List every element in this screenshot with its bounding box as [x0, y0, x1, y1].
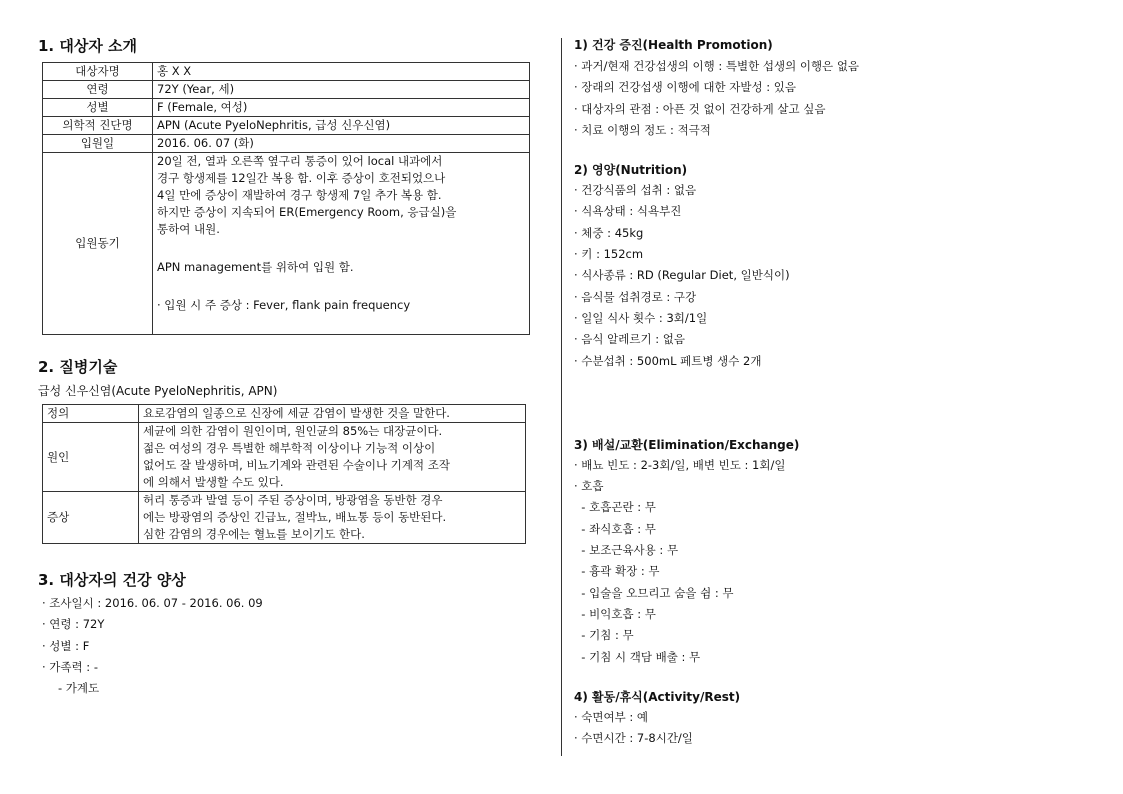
value-age: 72Y (Year, 세) — [153, 81, 530, 99]
health-promotion-list — [574, 56, 1094, 141]
motive-blank — [157, 276, 525, 297]
list-item: · 수분섭취 : 500mL 페트병 생수 2개 — [574, 353, 762, 368]
section-2-title: 2. 질병기술 — [38, 358, 118, 376]
list-item: · 건강식품의 섭취 : 없음 — [574, 183, 697, 198]
table-row — [43, 117, 530, 135]
health-promotion-title: 1) 건강 증진(Health Promotion) — [574, 38, 773, 52]
activity-rest-title: 4) 활동/휴식(Activity/Rest) — [574, 689, 741, 704]
activity-rest-list — [574, 707, 1094, 750]
table-row — [43, 492, 526, 544]
nutrition-list — [574, 180, 1094, 372]
list-item: - 흉곽 확장 : 무 — [574, 564, 660, 579]
list-item: · 가족력 : - — [42, 659, 98, 674]
symptom-line: 에는 방광염의 증상인 긴급뇨, 절박뇨, 배뇨통 등이 동반된다. — [143, 510, 447, 524]
table-row — [43, 153, 530, 335]
list-item: · 과거/현재 건강섭생의 이행 : 특별한 섭생의 이행은 없음 — [574, 59, 860, 73]
list-item: · 조사일시 : 2016. 06. 07 - 2016. 06. 09 — [42, 596, 263, 610]
column-divider — [561, 38, 562, 756]
value-cause — [139, 423, 526, 492]
list-item: · 숙면여부 : 예 — [574, 709, 649, 724]
list-item: · 대상자의 관점 : 아픈 것 없이 건강하게 살고 싶음 — [574, 101, 826, 116]
list-item: - 좌식호흡 : 무 — [574, 521, 656, 536]
motive-line: 경구 항생제를 12일간 복용 함. 이후 증상이 호전되었으나 — [157, 171, 446, 185]
label-diagnosis: 의학적 진단명 — [43, 117, 153, 135]
table-row — [43, 99, 530, 117]
list-item: · 키 : 152cm — [574, 247, 644, 262]
motive-line: 하지만 증상이 지속되어 ER(Emergency Room, 응급실)을 — [157, 205, 457, 219]
list-item: · 음식 알레르기 : 없음 — [574, 332, 686, 347]
value-admission-motive — [153, 153, 530, 335]
nutrition-title: 2) 영양(Nutrition) — [574, 163, 688, 178]
table-row — [43, 63, 530, 81]
list-item: · 성별 : F — [42, 638, 90, 653]
label-cause: 원인 — [43, 423, 139, 492]
table-row — [43, 81, 530, 99]
cause-line: 세균에 의한 감염이 원인이며, 원인균의 85%는 대장균이다. — [143, 424, 443, 438]
list-item: · 호흡 — [574, 479, 604, 494]
value-definition: 요로감염의 일종으로 신장에 세균 감염이 발생한 것을 말한다. — [139, 405, 526, 423]
list-item: · 음식물 섭취경로 : 구강 — [574, 289, 697, 304]
label-age: 연령 — [43, 81, 153, 99]
list-item: - 호흡곤란 : 무 — [574, 500, 656, 515]
list-item: · 장래의 건강섭생 이행에 대한 자발성 : 있음 — [574, 80, 796, 95]
table-row — [43, 405, 526, 423]
motive-line: 4일 만에 증상이 재발하여 경구 항생제 7일 추가 복용 함. — [157, 188, 442, 202]
value-name: 홍 X X — [153, 63, 530, 81]
list-item: - 기침 시 객담 배출 : 무 — [574, 649, 701, 664]
list-item: · 식사종류 : RD (Regular Diet, 일반식이) — [574, 268, 790, 283]
list-item: · 치료 이행의 정도 : 적극적 — [574, 122, 711, 137]
list-item-family-tree: - 가계도 — [58, 681, 100, 696]
value-diagnosis: APN (Acute PyeloNephritis, 급성 신우신염) — [153, 117, 530, 135]
label-definition: 정의 — [43, 405, 139, 423]
list-item: · 수면시간 : 7-8시간/일 — [574, 731, 693, 746]
label-name: 대상자명 — [43, 63, 153, 81]
motive-blank — [157, 238, 525, 259]
cause-line: 젊은 여성의 경우 특별한 해부학적 이상이나 기능적 이상이 — [143, 441, 436, 455]
cause-line: 에 의해서 발생할 수도 있다. — [143, 475, 284, 489]
list-item: - 비익호흡 : 무 — [574, 606, 656, 621]
list-item: · 체중 : 45kg — [574, 225, 644, 240]
motive-line: · 입원 시 주 증상 : Fever, flank pain frequency — [157, 298, 411, 312]
label-symptom: 증상 — [43, 492, 139, 544]
left-column — [38, 36, 538, 699]
value-sex: F (Female, 여성) — [153, 99, 530, 117]
section-3-title: 3. 대상자의 건강 양상 — [38, 571, 186, 589]
list-item: · 배뇨 빈도 : 2-3회/일, 배변 빈도 : 1회/일 — [574, 457, 786, 472]
motive-line: 통하여 내원. — [157, 222, 220, 236]
table-row — [43, 423, 526, 492]
disease-subtitle: 급성 신우신염(Acute PyeloNephritis, APN) — [38, 384, 278, 398]
symptom-line: 심한 감염의 경우에는 혈뇨를 보이기도 한다. — [143, 527, 365, 541]
list-item: · 일일 식사 횟수 : 3회/1일 — [574, 310, 708, 325]
disease-table — [42, 404, 526, 544]
health-pattern-list — [42, 593, 538, 699]
elimination-list — [574, 455, 1094, 668]
motive-line: 20일 전, 열과 오른쪽 옆구리 통증이 있어 local 내과에서 — [157, 154, 443, 168]
motive-line: APN management를 위하여 입원 함. — [157, 260, 354, 274]
cause-line: 없어도 잘 발생하며, 비뇨기계와 관련된 수술이나 기계적 조작 — [143, 458, 450, 472]
patient-info-table — [42, 62, 530, 335]
table-row — [43, 135, 530, 153]
label-admission-motive: 입원동기 — [43, 153, 153, 335]
value-admission-date: 2016. 06. 07 (화) — [153, 135, 530, 153]
symptom-line: 허리 통증과 발열 등이 주된 증상이며, 방광염을 동반한 경우 — [143, 493, 443, 507]
list-item: - 보조근육사용 : 무 — [574, 543, 679, 558]
elimination-title: 3) 배설/교환(Elimination/Exchange) — [574, 437, 800, 452]
right-column — [574, 36, 1094, 749]
label-admission-date: 입원일 — [43, 135, 153, 153]
list-item: - 입술을 오므리고 숨을 쉼 : 무 — [574, 585, 734, 600]
list-item: · 식욕상태 : 식욕부진 — [574, 204, 682, 219]
value-symptom — [139, 492, 526, 544]
list-item: - 기침 : 무 — [574, 628, 634, 643]
list-item: · 연령 : 72Y — [42, 617, 105, 632]
label-sex: 성별 — [43, 99, 153, 117]
section-1-title: 1. 대상자 소개 — [38, 37, 138, 55]
